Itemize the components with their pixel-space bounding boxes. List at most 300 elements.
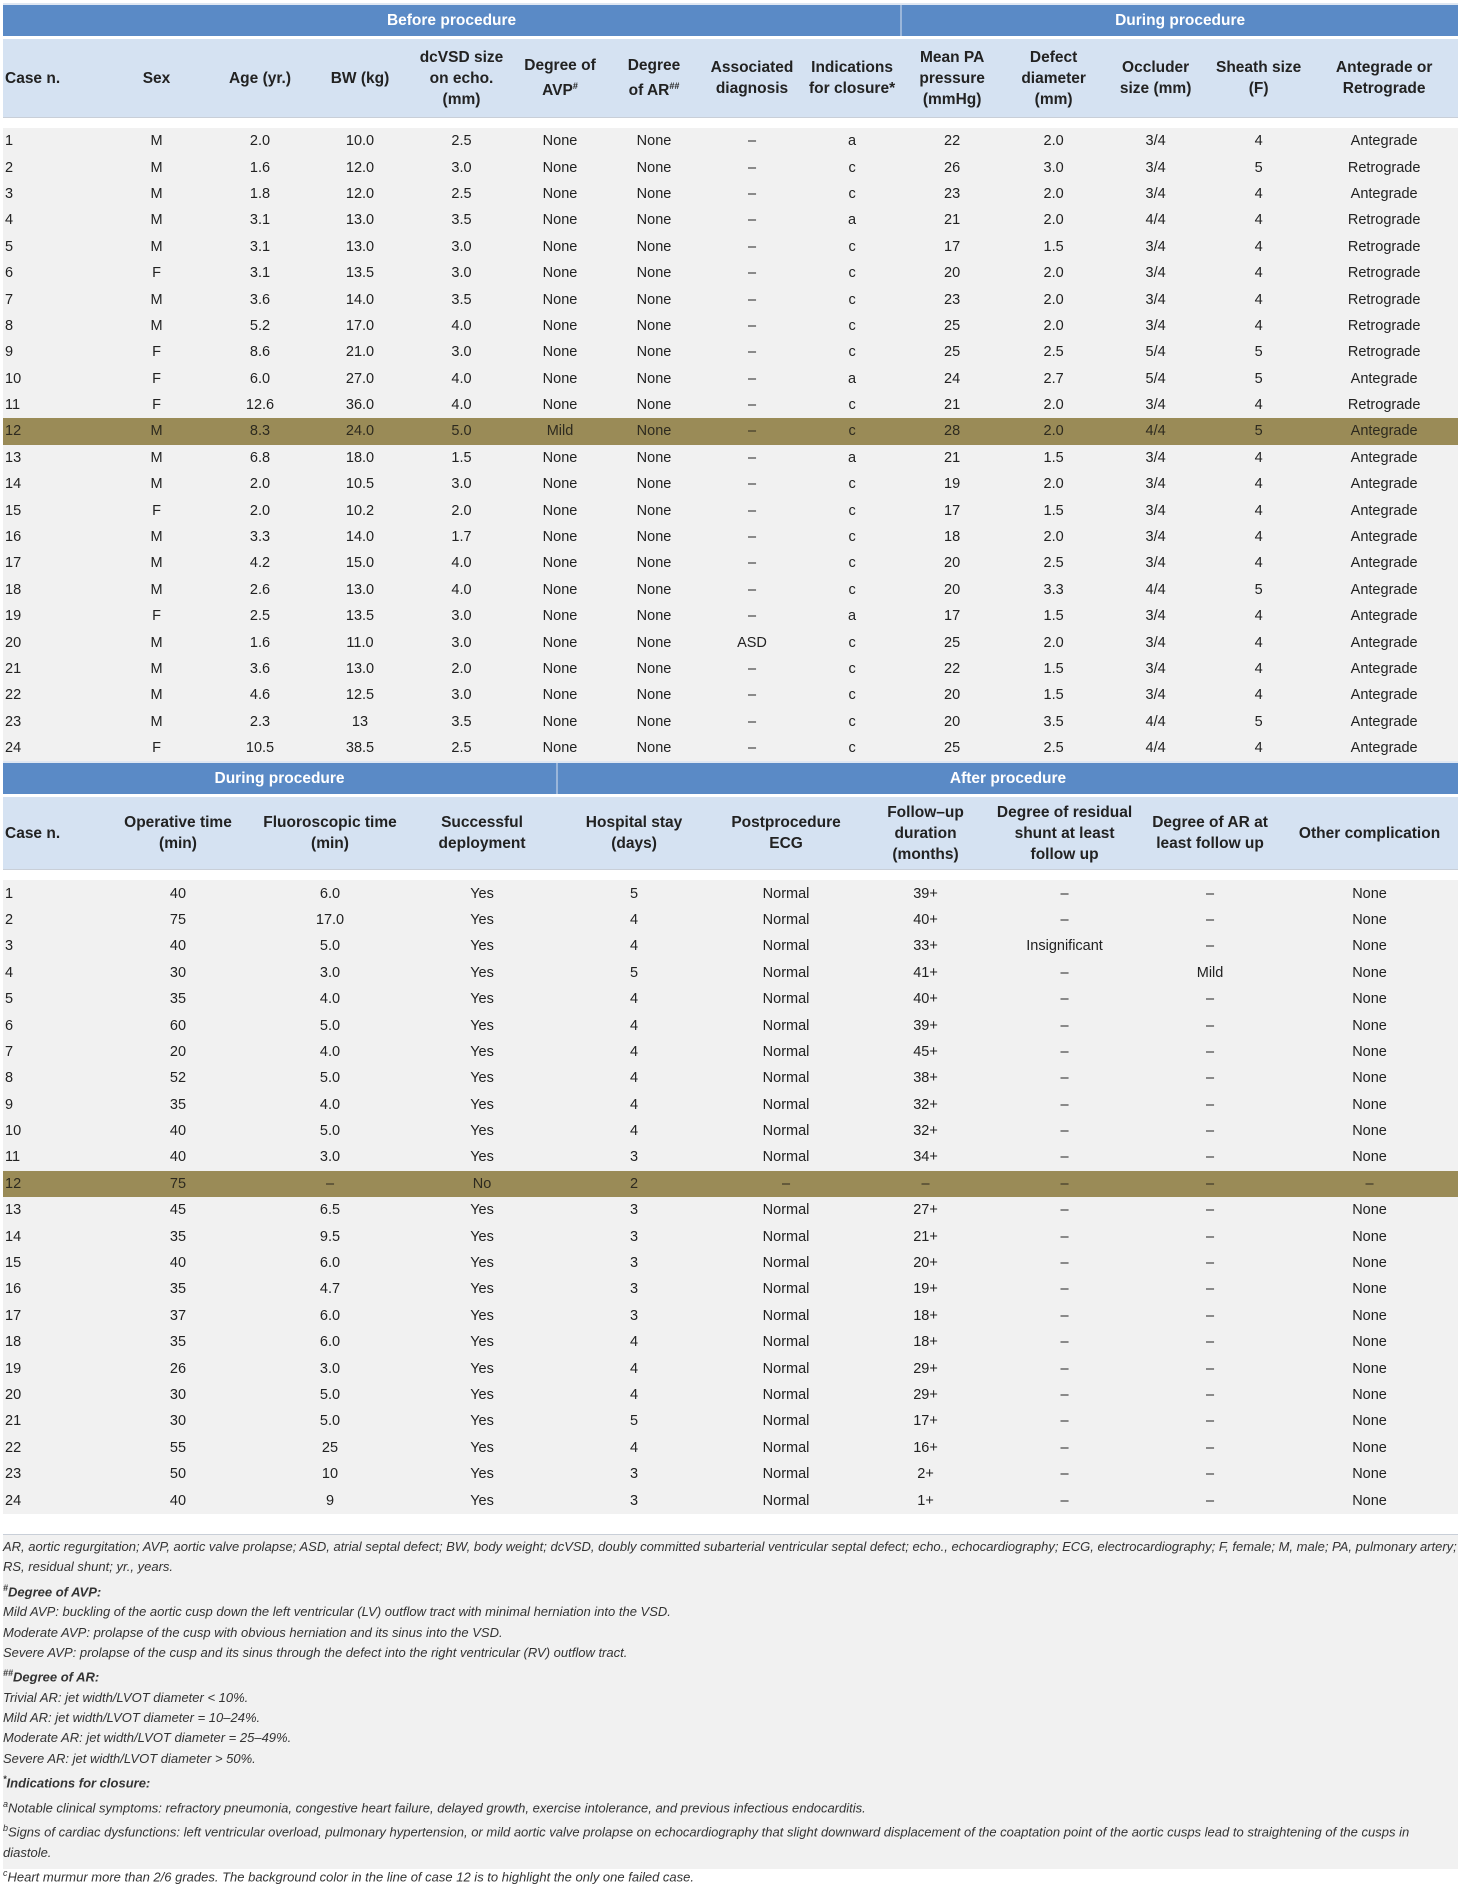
table1-cell: None — [607, 682, 701, 708]
table1-cell: None — [607, 497, 701, 523]
table2-cell: None — [1281, 1329, 1458, 1355]
table2-cell: – — [990, 1435, 1139, 1461]
table1-cell: 14.0 — [310, 286, 410, 312]
footnote-ar-trivial: Trivial AR: jet width/LVOT diameter < 10%. — [3, 1689, 249, 1705]
table1-cell: 12.6 — [210, 392, 310, 418]
table2-cell: 21 — [3, 1408, 103, 1434]
col-occluder-size: Occluder size (mm) — [1104, 38, 1207, 118]
table2-cell: 1 — [3, 880, 103, 906]
table-row — [3, 986, 1458, 1012]
table2-cell: 40 — [103, 1144, 253, 1170]
table2-cell: 7 — [3, 1039, 103, 1065]
table1-cell: M — [103, 286, 210, 312]
table2-cell: None — [1281, 1355, 1458, 1381]
table2-cell: 35 — [103, 1276, 253, 1302]
table2-cell: 40 — [103, 1118, 253, 1144]
table1-cell: 2.0 — [210, 497, 310, 523]
table1-cell: 3/4 — [1104, 313, 1207, 339]
table2-cell: – — [1139, 1012, 1281, 1038]
table2-cell: None — [1281, 1065, 1458, 1091]
table1-cell: M — [103, 128, 210, 154]
table1-cell: 1.5 — [1003, 656, 1104, 682]
table2-cell: 26 — [103, 1355, 253, 1381]
table2-cell: 10 — [3, 1118, 103, 1144]
table1-cell: 3/4 — [1104, 154, 1207, 180]
table2-cell: 18+ — [861, 1303, 990, 1329]
table-row — [3, 1329, 1458, 1355]
table-row — [3, 1276, 1458, 1302]
table1-cell: – — [701, 709, 803, 735]
table1-cell: 5 — [1207, 366, 1310, 392]
table1-cell: None — [513, 471, 607, 497]
table1-cell: 10 — [3, 366, 103, 392]
table2-cell: Normal — [711, 907, 861, 933]
table2-cell: – — [1139, 880, 1281, 906]
table2-cell: 40 — [103, 1487, 253, 1513]
table2-cell: 3 — [557, 1276, 711, 1302]
table1-cell: F — [103, 339, 210, 365]
table1-cell: 3.0 — [410, 339, 513, 365]
table2-cell: 10 — [253, 1461, 407, 1487]
table2-cell: 5 — [557, 960, 711, 986]
table2-cell: – — [1139, 1276, 1281, 1302]
table1-cell: 5/4 — [1104, 366, 1207, 392]
table2-cell: – — [990, 986, 1139, 1012]
table2-cell: – — [1139, 1065, 1281, 1091]
table2-cell: Normal — [711, 1355, 861, 1381]
footnote-ar-mild: Mild AR: jet width/LVOT diameter = 10–24%. — [3, 1710, 261, 1726]
table-row — [3, 366, 1458, 392]
table2-cell: 4 — [557, 1382, 711, 1408]
group-before-procedure: Before procedure — [3, 4, 901, 38]
col-ar — [607, 38, 701, 118]
table2-cell: 19 — [3, 1355, 103, 1381]
table2-cell: – — [990, 1355, 1139, 1381]
table1-cell: 4.0 — [410, 577, 513, 603]
group-after-procedure: After procedure — [557, 762, 1458, 796]
avp-footnote-mark: # — [572, 80, 578, 91]
table1-cell: 16 — [3, 524, 103, 550]
table1-cell: 2.0 — [1003, 313, 1104, 339]
table1-cell: 3/4 — [1104, 445, 1207, 471]
table-row — [3, 682, 1458, 708]
table2-cell: None — [1281, 1408, 1458, 1434]
table1-cell: c — [803, 577, 901, 603]
table1-cell: 27.0 — [310, 366, 410, 392]
table1-cell: 3.0 — [410, 629, 513, 655]
table1-cell: – — [701, 656, 803, 682]
table-row — [3, 1197, 1458, 1223]
table1-cell: 1.5 — [1003, 682, 1104, 708]
table1-cell: ASD — [701, 629, 803, 655]
table2-cell: 5.0 — [253, 1012, 407, 1038]
table2-cell: 5.0 — [253, 1065, 407, 1091]
table1-cell: 13.0 — [310, 577, 410, 603]
table2-cell: 2 — [557, 1171, 711, 1197]
table1-cell: None — [607, 366, 701, 392]
table-row — [3, 339, 1458, 365]
table1-cell: – — [701, 260, 803, 286]
col2-fluoroscopic-time: Fluoroscopic time (min) — [253, 796, 407, 870]
table1-cell: Antegrade — [1310, 735, 1458, 761]
table1-cell: Antegrade — [1310, 629, 1458, 655]
table-row — [3, 629, 1458, 655]
table-row — [3, 471, 1458, 497]
table2-cell: Normal — [711, 1039, 861, 1065]
table2-cell: Yes — [407, 1223, 557, 1249]
table2-cell: Yes — [407, 1144, 557, 1170]
table2-cell: 4 — [557, 1012, 711, 1038]
table2-cell: – — [990, 1382, 1139, 1408]
col-case: Case n. — [3, 38, 103, 118]
table-row — [3, 1303, 1458, 1329]
table1-cell: c — [803, 313, 901, 339]
table-row — [3, 709, 1458, 735]
table2-cell: 35 — [103, 1329, 253, 1355]
table-row — [3, 656, 1458, 682]
table1-cell: 17 — [901, 497, 1003, 523]
table1-cell: None — [513, 392, 607, 418]
table2-cell: – — [1139, 986, 1281, 1012]
table1-cell: 2.5 — [1003, 735, 1104, 761]
table2-cell: 45+ — [861, 1039, 990, 1065]
table2-cell: None — [1281, 1276, 1458, 1302]
footnote-indications-heading — [3, 1769, 1458, 1794]
table1-cell: Mild — [513, 418, 607, 444]
table1-cell: 21 — [901, 392, 1003, 418]
col-dcvsd-size: dcVSD size on echo. (mm) — [410, 38, 513, 118]
footnote-c-text: Heart murmur more than 2/6 grades. The background color in the line of case 12 is to highlight the only one failed case. — [7, 1869, 694, 1885]
table1-cell: – — [701, 550, 803, 576]
table2-cell: 35 — [103, 1092, 253, 1118]
table2-cell: 21+ — [861, 1223, 990, 1249]
table1-cell: 2.0 — [1003, 471, 1104, 497]
table1-cell: 4 — [1207, 234, 1310, 260]
footnote-avp-moderate: Moderate AVP: prolapse of the cusp with obvious herniation and its sinus into the VSD. — [3, 1624, 503, 1640]
table1-cell: None — [607, 709, 701, 735]
table1-cell: 4 — [1207, 656, 1310, 682]
table1-cell: Antegrade — [1310, 471, 1458, 497]
table1-cell: 13.5 — [310, 260, 410, 286]
table-row — [3, 392, 1458, 418]
table1-cell: 1.6 — [210, 629, 310, 655]
footnote-avp-mild: Mild AVP: buckling of the aortic cusp down the left ventricular (LV) outflow tract with minimal herniation into the VSD. — [3, 1604, 671, 1620]
table2-cell: – — [990, 1012, 1139, 1038]
table1-cell: – — [701, 603, 803, 629]
table1-cell: c — [803, 629, 901, 655]
table1-cell: 14 — [3, 471, 103, 497]
table2-cell: 3 — [557, 1250, 711, 1276]
table1-cell: None — [607, 128, 701, 154]
table1-cell: 3.3 — [1003, 577, 1104, 603]
col-route: Antegrade or Retrograde — [1310, 38, 1458, 118]
table1-cell: 3/4 — [1104, 629, 1207, 655]
table1-cell: 4 — [1207, 524, 1310, 550]
table2-cell: – — [990, 880, 1139, 906]
table2-cell: Yes — [407, 1092, 557, 1118]
table1-cell: None — [513, 339, 607, 365]
table1-cell: None — [607, 577, 701, 603]
table1-cell: Retrograde — [1310, 286, 1458, 312]
table1-cell: 3/4 — [1104, 471, 1207, 497]
table1-cell: 4/4 — [1104, 418, 1207, 444]
table2-cell: Mild — [1139, 960, 1281, 986]
table1-cell: 3.1 — [210, 234, 310, 260]
table1-cell: 1.5 — [1003, 234, 1104, 260]
table2-cell: 16 — [3, 1276, 103, 1302]
table2-cell: 39+ — [861, 880, 990, 906]
table2-cell: Normal — [711, 1012, 861, 1038]
table1-cell: 24.0 — [310, 418, 410, 444]
table2-cell: 6.0 — [253, 1303, 407, 1329]
table2-cell: – — [1139, 933, 1281, 959]
table2-cell: – — [990, 1171, 1139, 1197]
table1-cell: 18 — [3, 577, 103, 603]
table1-cell: F — [103, 735, 210, 761]
table2-cell: Normal — [711, 1250, 861, 1276]
table2-cell: – — [1139, 1355, 1281, 1381]
table2-cell: Yes — [407, 880, 557, 906]
footnote-indication-a — [3, 1794, 1458, 1819]
table1-cell: c — [803, 286, 901, 312]
table1-cell: None — [513, 497, 607, 523]
table-row — [3, 154, 1458, 180]
table2-cell: – — [990, 960, 1139, 986]
table2-cell: 33+ — [861, 933, 990, 959]
table1-cell: 22 — [901, 128, 1003, 154]
table2-cell: 40 — [103, 933, 253, 959]
table1-cell: 1.5 — [1003, 497, 1104, 523]
table2-cell: Yes — [407, 1250, 557, 1276]
table1-cell: M — [103, 656, 210, 682]
table1-cell: 5 — [3, 234, 103, 260]
table1-cell: None — [607, 286, 701, 312]
table1-cell: 19 — [3, 603, 103, 629]
table1-cell: 1.7 — [410, 524, 513, 550]
table1-cell: 4.0 — [410, 550, 513, 576]
table2-cell: Normal — [711, 1303, 861, 1329]
table1-cell: 15.0 — [310, 550, 410, 576]
table-row — [3, 1039, 1458, 1065]
table1-cell: 6.8 — [210, 445, 310, 471]
col2-successful-deployment: Successful deployment — [407, 796, 557, 870]
table1-cell: – — [701, 154, 803, 180]
footnote-indication-b — [3, 1818, 1458, 1863]
table2-cell: 17.0 — [253, 907, 407, 933]
table1-cell: – — [701, 366, 803, 392]
table1-cell: M — [103, 207, 210, 233]
table2-cell: None — [1281, 880, 1458, 906]
footnote-ind-mark: * — [3, 1773, 7, 1784]
table1-cell: – — [701, 181, 803, 207]
table1-cell: 6 — [3, 260, 103, 286]
footnote-a-text: Notable clinical symptoms: refractory pneumonia, congestive heart failure, delayed growth, exercise intolerance, and previous infectious endocarditis. — [8, 1799, 866, 1815]
table1-cell: – — [701, 339, 803, 365]
table1-cell: None — [513, 181, 607, 207]
table1-cell: 4 — [1207, 260, 1310, 286]
table-row — [3, 181, 1458, 207]
table1-cell: None — [513, 445, 607, 471]
table1-cell: None — [513, 234, 607, 260]
table1-cell: Antegrade — [1310, 577, 1458, 603]
table2-cell: None — [1281, 1118, 1458, 1144]
col2-hospital-stay: Hospital stay (days) — [557, 796, 711, 870]
table1-cell: 4 — [3, 207, 103, 233]
table1-cell: M — [103, 524, 210, 550]
col-ar-label-1: Degree — [627, 56, 681, 74]
table1-cell: M — [103, 709, 210, 735]
table2-cell: 17+ — [861, 1408, 990, 1434]
table1-cell: Antegrade — [1310, 709, 1458, 735]
table2-cell: Yes — [407, 907, 557, 933]
table1-cell: 20 — [901, 550, 1003, 576]
table-row — [3, 1487, 1458, 1513]
table1-cell: c — [803, 392, 901, 418]
table1-cell: 8 — [3, 313, 103, 339]
col2-other-complication: Other complication — [1281, 796, 1458, 870]
table2-cell: Normal — [711, 880, 861, 906]
table1-cell: 25 — [901, 735, 1003, 761]
table2-cell: None — [1281, 1435, 1458, 1461]
table2-cell: – — [990, 1250, 1139, 1276]
table2-cell: 55 — [103, 1435, 253, 1461]
table2-cell: – — [861, 1171, 990, 1197]
table1-cell: 2.0 — [1003, 207, 1104, 233]
table1-cell: 21 — [3, 656, 103, 682]
table2-cell: 3 — [3, 933, 103, 959]
table1-cell: 2.0 — [210, 471, 310, 497]
table-row — [3, 1012, 1458, 1038]
table1-cell: 2.0 — [1003, 524, 1104, 550]
table1-cell: None — [607, 471, 701, 497]
col-associated-diagnosis: Associated diagnosis — [701, 38, 803, 118]
table1-cell: None — [513, 656, 607, 682]
table2-cell: Yes — [407, 1065, 557, 1091]
table2-cell: 4 — [557, 1039, 711, 1065]
table1-cell: 2.0 — [410, 656, 513, 682]
table1-cell: 1 — [3, 128, 103, 154]
footnote-avp-title: Degree of AVP: — [8, 1583, 102, 1599]
table2-cell: 40 — [103, 1250, 253, 1276]
table2-cell: 19+ — [861, 1276, 990, 1302]
table-row-highlighted — [3, 1171, 1458, 1197]
table1-cell: None — [607, 154, 701, 180]
table1-cell: 4.2 — [210, 550, 310, 576]
table1-cell: 23 — [3, 709, 103, 735]
table1-cell: None — [607, 656, 701, 682]
table2-cell: 5 — [557, 880, 711, 906]
table2-cell: 6.5 — [253, 1197, 407, 1223]
table1-cell: M — [103, 445, 210, 471]
table-row — [3, 933, 1458, 959]
col-age: Age (yr.) — [210, 38, 310, 118]
table1-cell: – — [701, 471, 803, 497]
table2-cell: 11 — [3, 1144, 103, 1170]
table1-cell: 20 — [901, 260, 1003, 286]
table1-cell: 36.0 — [310, 392, 410, 418]
footnote-ar-severe: Severe AR: jet width/LVOT diameter > 50%. — [3, 1750, 256, 1766]
table1-cell: 8.3 — [210, 418, 310, 444]
table1-cell: M — [103, 577, 210, 603]
table-row — [3, 1223, 1458, 1249]
table2-cell: – — [990, 1144, 1139, 1170]
table1-cell: M — [103, 629, 210, 655]
table2-cell: – — [1139, 1197, 1281, 1223]
table1-cell: 19 — [901, 471, 1003, 497]
table1-cell: 20 — [901, 577, 1003, 603]
table2-cell: 39+ — [861, 1012, 990, 1038]
table2-cell: None — [1281, 1012, 1458, 1038]
table2-cell: 40+ — [861, 907, 990, 933]
table2-cell: 75 — [103, 907, 253, 933]
table-row — [3, 880, 1458, 906]
table2-cell: Yes — [407, 1329, 557, 1355]
col2-residual-shunt: Degree of residual shunt at least follow up — [990, 796, 1139, 870]
table1-cell: F — [103, 260, 210, 286]
table1-cell: 5 — [1207, 339, 1310, 365]
table-row — [3, 1065, 1458, 1091]
table1-cell: 17 — [901, 234, 1003, 260]
footnote-avp-severe: Severe AVP: prolapse of the cusp and its sinus through the defect into the right ventricular (RV) outflow tract. — [3, 1644, 628, 1660]
table1-cell: 4 — [1207, 128, 1310, 154]
table1-cell: c — [803, 550, 901, 576]
table1-cell: c — [803, 709, 901, 735]
table1-cell: Retrograde — [1310, 207, 1458, 233]
table2-cell: 3 — [557, 1223, 711, 1249]
table2-cell: 9 — [253, 1487, 407, 1513]
table1-cell: 10.5 — [310, 471, 410, 497]
table1-cell: 5 — [1207, 577, 1310, 603]
table1-cell: 3.0 — [410, 603, 513, 629]
table2-cell: 20 — [3, 1382, 103, 1408]
table1-cell: c — [803, 260, 901, 286]
table2-cell: 4 — [557, 986, 711, 1012]
table1-cell: – — [701, 445, 803, 471]
table1-cell: None — [607, 234, 701, 260]
table1-cell: M — [103, 181, 210, 207]
table2-cell: 50 — [103, 1461, 253, 1487]
ar-footnote-mark: ## — [669, 80, 680, 91]
table2-cell: 1+ — [861, 1487, 990, 1513]
table1-cell: c — [803, 418, 901, 444]
table2-cell: None — [1281, 1250, 1458, 1276]
table1-cell: 3/4 — [1104, 656, 1207, 682]
table1-cell: None — [513, 313, 607, 339]
table2-cell: Normal — [711, 1329, 861, 1355]
table1-cell: – — [701, 286, 803, 312]
table2-cell: 4 — [557, 933, 711, 959]
table-row — [3, 1250, 1458, 1276]
table1-cell: a — [803, 128, 901, 154]
col-defect-diameter: Defect diameter (mm) — [1003, 38, 1104, 118]
table2-cell: 15 — [3, 1250, 103, 1276]
table1-cell: 17.0 — [310, 313, 410, 339]
table1-cell: None — [513, 682, 607, 708]
col-pa-pressure: Mean PA pressure (mmHg) — [901, 38, 1003, 118]
table1-cell: None — [607, 445, 701, 471]
table-row — [3, 550, 1458, 576]
table2-cell: Normal — [711, 986, 861, 1012]
table2-cell: 60 — [103, 1012, 253, 1038]
table1-cell: 17 — [3, 550, 103, 576]
table2-cell: Yes — [407, 1382, 557, 1408]
table1-cell: – — [701, 497, 803, 523]
table2-cell: 3 — [557, 1197, 711, 1223]
table2-cell: – — [1139, 1435, 1281, 1461]
footnote-avp-mark: # — [3, 1582, 9, 1593]
table1-cell: 3.5 — [410, 207, 513, 233]
table2-cell: – — [990, 1303, 1139, 1329]
